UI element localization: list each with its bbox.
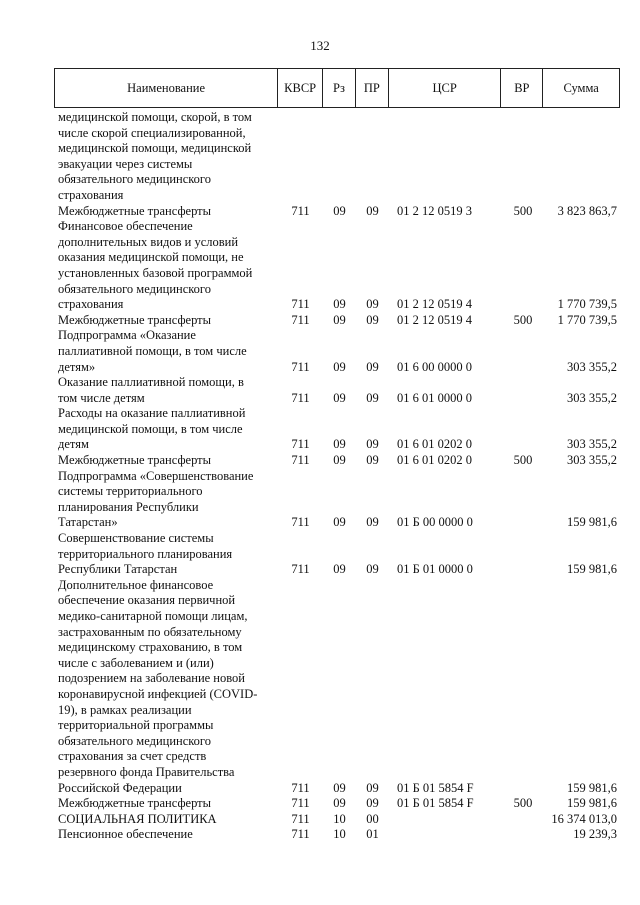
table-row	[54, 204, 620, 220]
row-sum: 159 981,6	[567, 796, 617, 811]
row-name-line: Российской Федерации	[58, 780, 182, 795]
row-name-line: Дополнительное финансовое	[58, 577, 214, 592]
row-name-line: Финансовое обеспечение	[58, 219, 193, 234]
row-name-line: медицинскому страхованию, в том	[58, 640, 243, 655]
row-rz: 09	[333, 562, 346, 577]
row-name-line: Совершенствование системы	[58, 531, 214, 546]
row-rz: 09	[333, 453, 346, 468]
row-csr: 01 6 01 0000 0	[397, 390, 472, 405]
header-pr: ПР	[356, 69, 389, 107]
row-pr: 09	[366, 390, 379, 405]
row-name-line: медицинской помощи, медицинской	[58, 141, 252, 156]
row-name-line: эвакуации через системы	[58, 156, 193, 171]
row-name-line: дополнительных видов и условий	[58, 234, 239, 249]
row-csr: 01 2 12 0519 4	[397, 297, 472, 312]
row-name-line: обязательного медицинского	[58, 733, 212, 748]
row-name-line: Межбюджетные трансферты	[58, 796, 212, 811]
header-name: Наименование	[55, 69, 278, 107]
row-pr: 09	[366, 453, 379, 468]
row-kvsr: 711	[291, 203, 310, 218]
row-sum: 1 770 739,5	[557, 297, 617, 312]
row-pr: 09	[366, 780, 379, 795]
row-name-line: Республики Татарстан	[58, 562, 178, 577]
row-name-line: Подпрограмма «Совершенствование	[58, 468, 254, 483]
row-name-line: территориального планирования	[58, 546, 233, 561]
row-name-line: страхования	[58, 297, 124, 312]
table-row	[54, 812, 620, 828]
row-rz: 09	[333, 297, 346, 312]
table-row	[54, 313, 620, 329]
row-rz: 09	[333, 796, 346, 811]
row-name-line: Расходы на оказание паллиативной	[58, 406, 246, 421]
row-rz: 10	[333, 811, 346, 826]
row-kvsr: 711	[291, 437, 310, 452]
row-name	[54, 110, 278, 204]
row-kvsr: 711	[291, 780, 310, 795]
row-name-line: медико-санитарной помощи лицам,	[58, 609, 248, 623]
row-name-line: установленных базовой программой	[58, 265, 253, 280]
row-kvsr: 711	[291, 515, 310, 530]
row-name-line: том числе детям	[58, 390, 145, 405]
row-kvsr: 711	[291, 297, 310, 312]
row-csr: 01 2 12 0519 3	[397, 203, 472, 218]
header-csr: ЦСР	[389, 69, 502, 107]
row-name-line: обеспечение оказания первичной	[58, 593, 236, 608]
row-name	[54, 219, 278, 313]
row-sum: 159 981,6	[567, 780, 617, 795]
row-name-line: оказания медицинской помощи, не	[58, 250, 244, 265]
row-sum: 16 374 013,0	[551, 811, 617, 826]
page-number: 132	[310, 38, 330, 53]
row-name-line: медицинской помощи, скорой, в том	[58, 110, 252, 124]
row-name	[54, 453, 278, 469]
row-name-line: обязательного медицинского	[58, 281, 212, 296]
row-csr: 01 Б 01 0000 0	[397, 562, 473, 577]
row-pr: 09	[366, 297, 379, 312]
row-pr: 09	[366, 562, 379, 577]
row-name-line: страхования за счет средств	[58, 749, 207, 764]
row-sum: 159 981,6	[567, 562, 617, 577]
row-pr: 09	[366, 312, 379, 327]
row-kvsr: 711	[291, 312, 310, 327]
row-name-line: паллиативной помощи, в том числе	[58, 343, 247, 358]
row-name-line: подозрением на заболевание новой	[58, 671, 245, 686]
row-sum: 19 239,3	[573, 827, 617, 842]
row-kvsr: 711	[291, 390, 310, 405]
row-pr: 09	[366, 359, 379, 374]
table-row	[54, 375, 620, 406]
row-pr: 01	[366, 827, 379, 842]
row-name-line: медицинской помощи, в том числе	[58, 421, 243, 436]
row-name-line: Межбюджетные трансферты	[58, 453, 212, 468]
row-name-line: 19), в рамках реализации	[58, 702, 192, 717]
row-vr: 500	[513, 312, 533, 327]
row-vr: 500	[513, 796, 533, 811]
row-name	[54, 796, 278, 812]
row-csr: 01 6 01 0202 0	[397, 453, 472, 468]
row-csr: 01 Б 00 0000 0	[397, 515, 473, 530]
table-row	[54, 453, 620, 469]
row-kvsr: 711	[291, 562, 310, 577]
row-name	[54, 204, 278, 220]
row-rz: 10	[333, 827, 346, 842]
row-csr: 01 2 12 0519 4	[397, 312, 472, 327]
header-vr: ВР	[501, 69, 543, 107]
row-sum: 159 981,6	[567, 515, 617, 530]
row-sum: 303 355,2	[567, 437, 617, 452]
row-name-line: территориальной программы	[58, 718, 214, 733]
row-name-line: обязательного медицинского	[58, 172, 212, 187]
table-body	[54, 108, 620, 843]
table-row	[54, 406, 620, 453]
row-sum: 303 355,2	[567, 390, 617, 405]
row-name	[54, 531, 278, 578]
table-row	[54, 578, 620, 796]
row-name-line: резервного фонда Правительства	[58, 764, 235, 779]
row-pr: 00	[366, 811, 379, 826]
row-name-line: СОЦИАЛЬНАЯ ПОЛИТИКА	[58, 811, 217, 826]
row-name	[54, 406, 278, 453]
table-row	[54, 469, 620, 531]
row-name	[54, 469, 278, 531]
row-name	[54, 375, 278, 406]
row-name-line: системы территориального	[58, 484, 203, 499]
row-name-line: Татарстан»	[58, 515, 118, 530]
row-kvsr: 711	[291, 811, 310, 826]
row-name-line: детям»	[58, 359, 96, 374]
row-name	[54, 812, 278, 828]
row-name-line: Межбюджетные трансферты	[58, 312, 212, 327]
row-csr: 01 6 01 0202 0	[397, 437, 472, 452]
row-pr: 09	[366, 515, 379, 530]
row-name-line: Оказание паллиативной помощи, в	[58, 375, 244, 390]
row-pr: 09	[366, 796, 379, 811]
row-name	[54, 578, 278, 796]
row-name	[54, 313, 278, 329]
row-name-line: детям	[58, 437, 89, 452]
table-row	[54, 827, 620, 843]
row-name-line: Межбюджетные трансферты	[58, 203, 212, 218]
row-sum: 3 823 863,7	[557, 203, 617, 218]
row-csr: 01 Б 01 5854 F	[397, 780, 474, 795]
row-kvsr: 711	[291, 359, 310, 374]
row-rz: 09	[333, 780, 346, 795]
row-vr: 500	[513, 203, 533, 218]
budget-table	[54, 68, 620, 843]
row-name-line: страхования	[58, 187, 124, 202]
row-sum: 1 770 739,5	[557, 312, 617, 327]
row-name-line: застрахованным по обязательному	[58, 624, 242, 639]
row-rz: 09	[333, 390, 346, 405]
row-kvsr: 711	[291, 827, 310, 842]
row-name-line: числе с заболеванием и (или)	[58, 655, 214, 670]
table-row	[54, 531, 620, 578]
header-kvsr: КВСР	[278, 69, 323, 107]
row-pr: 09	[366, 203, 379, 218]
row-name-line: числе скорой специализированной,	[58, 125, 246, 140]
row-name-line: Пенсионное обеспечение	[58, 827, 193, 842]
row-csr: 01 6 00 0000 0	[397, 359, 472, 374]
row-name	[54, 328, 278, 375]
row-sum: 303 355,2	[567, 453, 617, 468]
row-name-line: коронавирусной инфекцией (COVID-	[58, 686, 258, 701]
row-rz: 09	[333, 437, 346, 452]
table-header	[54, 68, 620, 108]
table-row	[54, 110, 620, 204]
row-kvsr: 711	[291, 796, 310, 811]
table-row	[54, 796, 620, 812]
row-csr: 01 Б 01 5854 F	[397, 796, 474, 811]
row-rz: 09	[333, 312, 346, 327]
table-row	[54, 328, 620, 375]
row-kvsr: 711	[291, 453, 310, 468]
row-vr: 500	[513, 453, 533, 468]
row-rz: 09	[333, 203, 346, 218]
header-rz: Рз	[323, 69, 356, 107]
row-name-line: планирования Республики	[58, 499, 199, 514]
header-sum: Сумма	[563, 80, 599, 95]
row-name-line: Подпрограмма «Оказание	[58, 328, 196, 343]
row-pr: 09	[366, 437, 379, 452]
table-row	[54, 219, 620, 313]
row-name	[54, 827, 278, 843]
row-sum: 303 355,2	[567, 359, 617, 374]
row-rz: 09	[333, 359, 346, 374]
row-rz: 09	[333, 515, 346, 530]
